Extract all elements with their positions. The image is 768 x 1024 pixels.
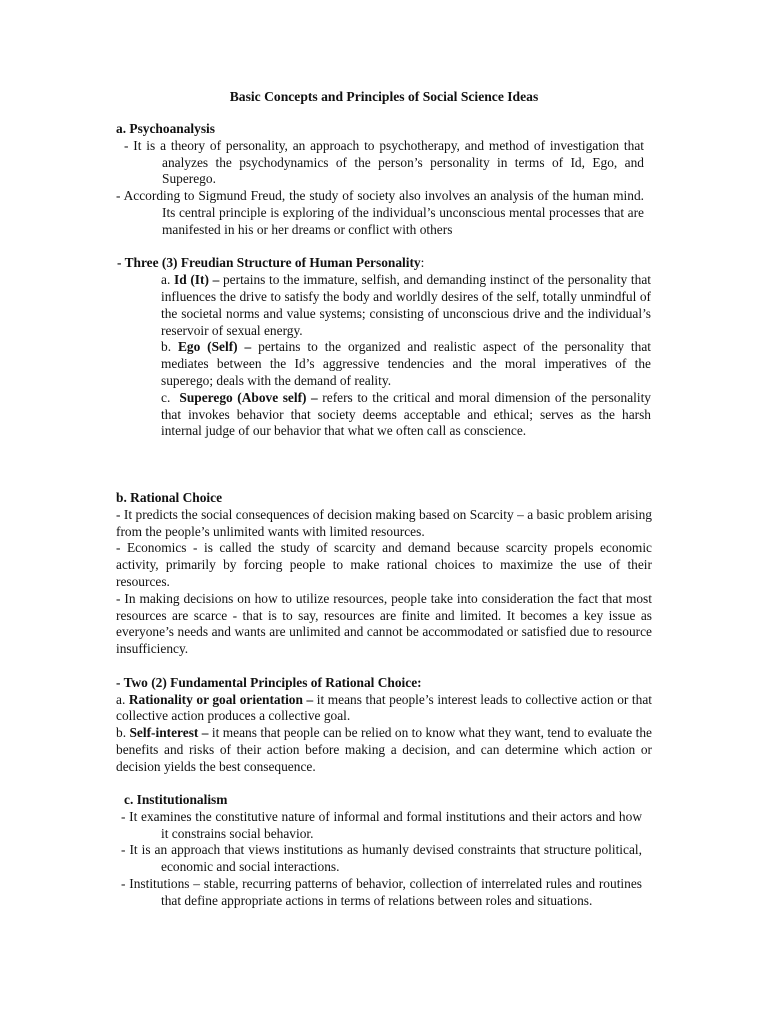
section-heading-psychoanalysis: a. Psychoanalysis bbox=[116, 121, 215, 136]
psychoanalysis-bullet-2: - According to Sigmund Freud, the study of society also involves an analysis of the human mind. Its central principle is exploring of the individual’s unconscious mental processes that are manifested in his or her dreams or conflict with others bbox=[116, 188, 644, 237]
rational-choice-paragraph-2: - Economics - is called the study of scarcity and demand because scarcity propels economic activity, primarily by forcing people to make rational choices to maximize the use of their resources. bbox=[116, 540, 652, 589]
rational-choice-paragraph-1: - It predicts the social consequences of decision making based on Scarcity – a basic problem arising from the people’s unlimited wants with limited resources. bbox=[116, 506, 652, 539]
structure-id: a. Id (It) – pertains to the immature, selfish, and demanding instinct of the personality that influences the drive to satisfy the body and worldly desires of the self, totally unmindful of the societal norms and value systems; consisting of unconscious drive and the individual’s reservoir of sexual energy. bbox=[161, 272, 651, 338]
institutionalism-bullet-3: - Institutions – stable, recurring patterns of behavior, collection of interrelated rules and routines that define appropriate actions in terms of relations between roles and situations. bbox=[121, 875, 642, 908]
rational-choice-paragraph-3: - In making decisions on how to utilize resources, people take into consideration the fact that most resources are scarce - that is to say, resources are finite and limited. It becomes a key issue as everyone’s needs and wants are unlimited and cannot be accommodated or satisfied due to resource insufficiency. bbox=[116, 590, 652, 657]
section-psychoanalysis bbox=[116, 121, 655, 440]
principle-rationality: a. Rationality or goal orientation – it means that people’s interest leads to collective action or that collective action produces a collective goal. bbox=[116, 691, 652, 724]
institutionalism-bullet-2: - It is an approach that views institutions as humanly devised constraints that structure political, economic and social interactions. bbox=[121, 842, 642, 875]
document-title: Basic Concepts and Principles of Social Science Ideas bbox=[229, 89, 539, 104]
psychoanalysis-bullet-1: - It is a theory of personality, an approach to psychotherapy, and method of investigation that analyzes the psychodynamics of the person’s personality in terms of Id, Ego, and Superego. bbox=[124, 137, 644, 187]
institutionalism-bullet-1: - It examines the constitutive nature of informal and formal institutions and their actors and how it constrains social behavior. bbox=[121, 808, 642, 841]
structure-ego: b. Ego (Self) – pertains to the organized and realistic aspect of the personality that mediates between the Id’s aggressive tendencies and the moral imperatives of the superego; deals with the demand of reality. bbox=[161, 339, 652, 388]
section-heading-institutionalism: c. Institutionalism bbox=[124, 792, 228, 807]
rational-choice-principles-heading: - Two (2) Fundamental Principles of Rational Choice: bbox=[116, 674, 422, 690]
principle-self-interest: b. Self-interest – it means that people can be relied on to know what they want, tend to evaluate the benefits and risks of their action before making a decision, and can determine which action or decision yields the best consequence. bbox=[116, 725, 652, 774]
section-institutionalism bbox=[116, 792, 642, 910]
freudian-structure-heading: - Three (3) Freudian Structure of Human Personality: bbox=[117, 255, 425, 271]
section-heading-rational-choice: b. Rational Choice bbox=[116, 490, 223, 505]
section-rational-choice bbox=[116, 490, 652, 776]
structure-superego: c. Superego (Above self) – refers to the critical and moral dimension of the personality that invokes behavior that society deems acceptable and ethical; serves as the harsh internal judge of our behavior that what we often call as conscience. bbox=[161, 389, 655, 439]
